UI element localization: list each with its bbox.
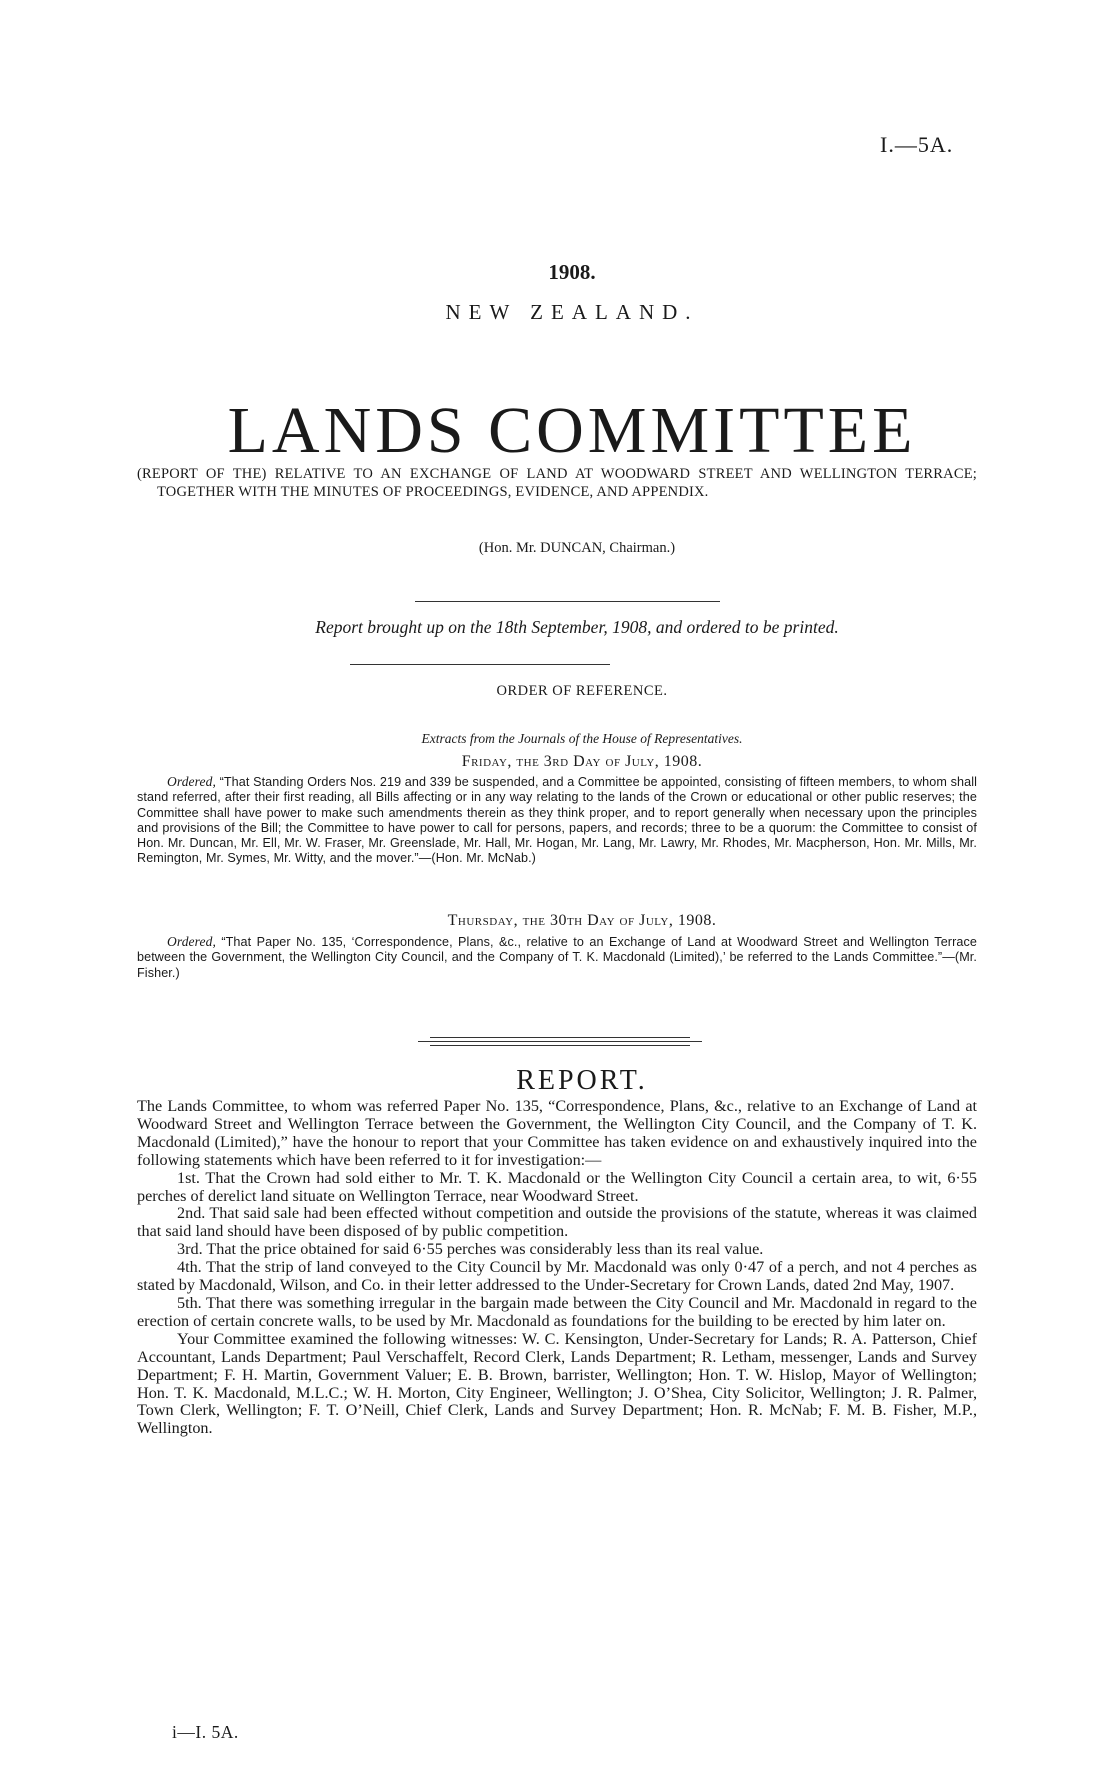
country-heading: NEW ZEALAND. bbox=[445, 300, 699, 324]
order-text: “That Standing Orders Nos. 219 and 339 be suspended, and a Committee be appointed, consisting of fifteen members, to whom shall stand referred, after their first reading, all Bills affecting or in any way relating to the lands of the Crown or educational or other public reserves; the Committee shall have power to make such amendments therein as they think proper, and to report generally when necessary upon the principles and provisions of the Bill; the Committee to have power to call for persons, papers, and records; three to be a quorum: the Committee to consist of Hon. Mr. Duncan, Mr. Ell, Mr. W. Fraser, Mr. Greenslade, Mr. Hall, Mr. Hogan, Mr. Lang, Mr. Lawry, Mr. Rhodes, Mr. Macpherson, Hon. Mr. Mills, Mr. Remington, Mr. Symes, Mr. Witty, and the mover.”—(Hon. Mr. McNab.) bbox=[137, 775, 977, 866]
document-title: LANDS COMMITTEE bbox=[227, 394, 917, 467]
publication-year: 1908. bbox=[548, 260, 596, 284]
divider-rule bbox=[430, 1037, 690, 1038]
ordered-label: Ordered, bbox=[167, 934, 216, 949]
divider-rule bbox=[415, 601, 720, 602]
report-paragraph: 4th. That the strip of land conveyed to the City Council by Mr. Macdonald was only 0·47 of a perch, and not 4 perches as stated by Macdonald, Wilson, and Co. in their letter addressed to the Under-Secretary for Crown Lands, dated 2nd May, 1907. bbox=[137, 1258, 977, 1295]
report-paragraph: 5th. That there was something irregular in the bargain made between the City Council and Mr. Macdonald in regard to the erection of certain concrete walls, to be used by Mr. Macdonald as foundations for the building to be erected by him later on. bbox=[137, 1293, 977, 1330]
extracts-line: Extracts from the Journals of the House of Representatives. bbox=[421, 731, 743, 746]
report-paragraph: 1st. That the Crown had sold either to Mr. T. K. Macdonald or the Wellington City Council a certain area, to wit, 6·55 perches of derelict land situate on Wellington Terrace, near Woodward Street. bbox=[137, 1168, 977, 1205]
page-reference: I.—5A. bbox=[880, 132, 954, 157]
report-brought-line: Report brought up on the 18th September, 1908, and ordered to be printed. bbox=[315, 617, 839, 637]
divider-rule bbox=[430, 1045, 690, 1046]
document-subtitle: (REPORT OF THE) RELATIVE TO AN EXCHANGE OF LAND AT WOODWARD STREET AND WELLINGTON TERRACE; TOGETHER WITH THE MINUTES OF PROCEEDINGS, EVIDENCE, AND APPENDIX. bbox=[137, 466, 977, 500]
order-date-heading: Friday, the 3rd Day of July, 1908. bbox=[461, 753, 703, 770]
report-paragraph: The Lands Committee, to whom was referred Paper No. 135, “Correspondence, Plans, &c., relative to an Exchange of Land at Woodward Street and Wellington Terrace between the Government, the Wellington City Council, and the Company of T. K. Macdonald (Limited),” have the honour to report that your Committee has taken evidence on and exhaustively inquired into the following statements which have been referred to it for investigation:— bbox=[137, 1097, 977, 1169]
chairman-line: (Hon. Mr. DUNCAN, Chairman.) bbox=[478, 540, 676, 556]
order-of-reference-heading: ORDER OF REFERENCE. bbox=[496, 683, 668, 699]
signature-reference: i—I. 5A. bbox=[172, 1722, 239, 1742]
report-body bbox=[137, 1098, 977, 1438]
ordered-label: Ordered, bbox=[167, 774, 216, 789]
divider-rule bbox=[418, 1041, 702, 1042]
report-paragraph: 3rd. That the price obtained for said 6·55 perches was considerably less than its real value. bbox=[177, 1240, 764, 1259]
report-paragraph: Your Committee examined the following witnesses: W. C. Kensington, Under-Secretary for Lands; R. A. Patterson, Chief Accountant, Lands Department; Paul Verschaffelt, Record Clerk, Lands Department; R. Letham, messenger, Lands and Survey Department; F. H. Martin, Government Valuer; E. B. Brown, barrister, Wellington; Hon. T. W. Hislop, Mayor of Wellington; Hon. T. K. Macdonald, M.L.C.; W. H. Morton, City Engineer, Wellington; J. O’Shea, City Solicitor, Wellington; J. R. Palmer, Town Clerk, Wellington; F. T. O’Neill, Chief Clerk, Lands and Survey Department; Hon. R. McNab; F. M. B. Fisher, M.P., Wellington. bbox=[137, 1329, 977, 1438]
order-paragraph bbox=[137, 774, 977, 867]
report-heading: REPORT. bbox=[516, 1065, 648, 1096]
order-text: “That Paper No. 135, ‘Correspondence, Plans, &c., relative to an Exchange of Land at Woodward Street and Wellington Terrace between the Government, the Wellington City Council, and the Company of T. K. Macdonald (Limited),’ be referred to the Lands Committee.”—(Mr. Fisher.) bbox=[137, 935, 977, 980]
report-paragraph: 2nd. That said sale had been effected without competition and outside the provisions of the statute, whereas it was claimed that said land should have been disposed of by public competition. bbox=[137, 1204, 977, 1241]
order-date-heading: Thursday, the 30th Day of July, 1908. bbox=[447, 912, 717, 929]
divider-rule bbox=[350, 664, 610, 665]
order-paragraph bbox=[137, 934, 977, 981]
